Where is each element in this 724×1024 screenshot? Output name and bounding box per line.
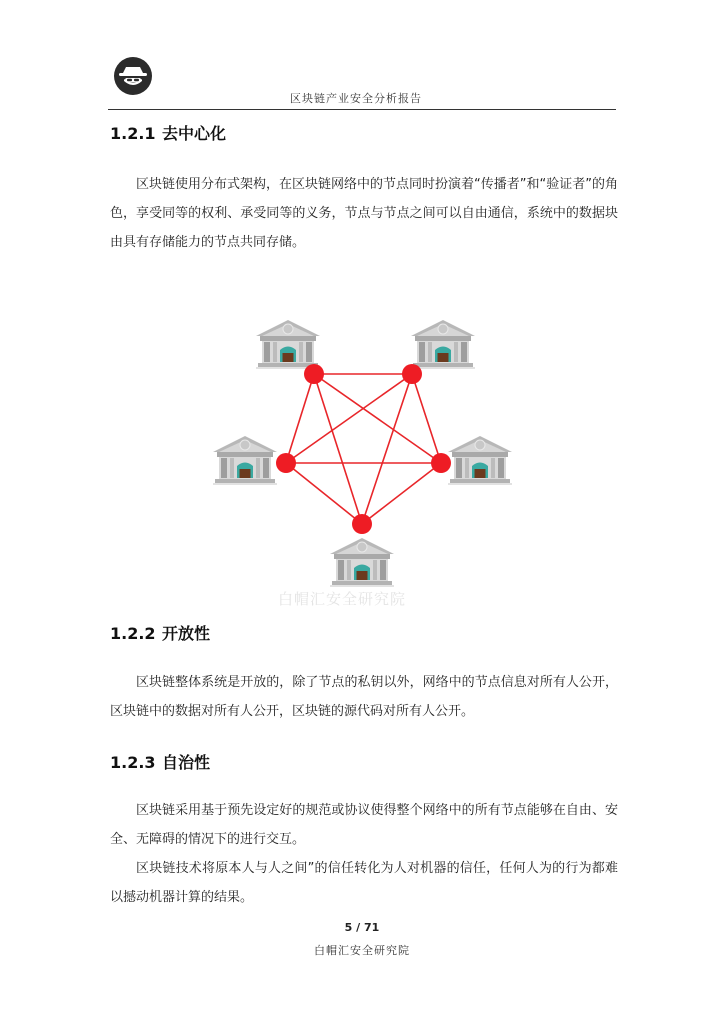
bank-building-icon bbox=[213, 436, 277, 485]
decentralized-network-diagram bbox=[205, 312, 525, 612]
network-node bbox=[304, 364, 324, 384]
network-edges bbox=[286, 374, 441, 524]
network-nodes bbox=[276, 364, 451, 534]
header-divider bbox=[108, 109, 616, 110]
page-number: 5 / 71 bbox=[344, 921, 380, 934]
section-heading-autonomy bbox=[110, 750, 210, 773]
paragraph: 区块链使用分布式架构，在区块链网络中的节点同时扮演着“传播者”和“验证者”的角色，享受同等的权利、承受同等的义务，节点与节点之间可以自由通信，系统中的数据块由具有存储能力的节点共同存储。 bbox=[110, 177, 618, 250]
section-title: 去中心化 bbox=[162, 124, 227, 143]
network-node bbox=[402, 364, 422, 384]
footer-organization: 白帽汇安全研究院 bbox=[314, 944, 410, 957]
bank-building-icon bbox=[256, 320, 320, 369]
bank-building-icon bbox=[411, 320, 475, 369]
section-heading-openness bbox=[110, 621, 210, 644]
section-title: 开放性 bbox=[162, 624, 211, 643]
bank-building-icon bbox=[448, 436, 512, 485]
diagram-watermark: 白帽汇安全研究院 bbox=[278, 590, 407, 608]
paragraph: 区块链采用基于预先设定好的规范或协议使得整个网络中的所有节点能够在自由、安全、无障碍的情况下的进行交互。 bbox=[110, 803, 618, 847]
paragraph: 区块链整体系统是开放的，除了节点的私钥以外，网络中的节点信息对所有人公开，区块链中的数据对所有人公开，区块链的源代码对所有人公开。 bbox=[110, 675, 618, 719]
paragraph: 区块链技术将原本人与人之间”的信任转化为人对机器的信任，任何人为的行为都难以撼动机器计算的结果。 bbox=[110, 861, 618, 905]
section-heading-decentralization bbox=[110, 121, 226, 144]
header-title: 区块链产业安全分析报告 bbox=[290, 92, 422, 105]
section-number: 1.2.3 bbox=[110, 753, 156, 772]
section-number: 1.2.2 bbox=[110, 624, 156, 643]
hat-mask-logo-icon bbox=[113, 56, 153, 96]
bank-building-icon bbox=[330, 538, 394, 587]
section-number: 1.2.1 bbox=[110, 124, 156, 143]
network-node bbox=[431, 453, 451, 473]
section-title: 自治性 bbox=[162, 753, 211, 772]
network-node bbox=[276, 453, 296, 473]
network-node bbox=[352, 514, 372, 534]
